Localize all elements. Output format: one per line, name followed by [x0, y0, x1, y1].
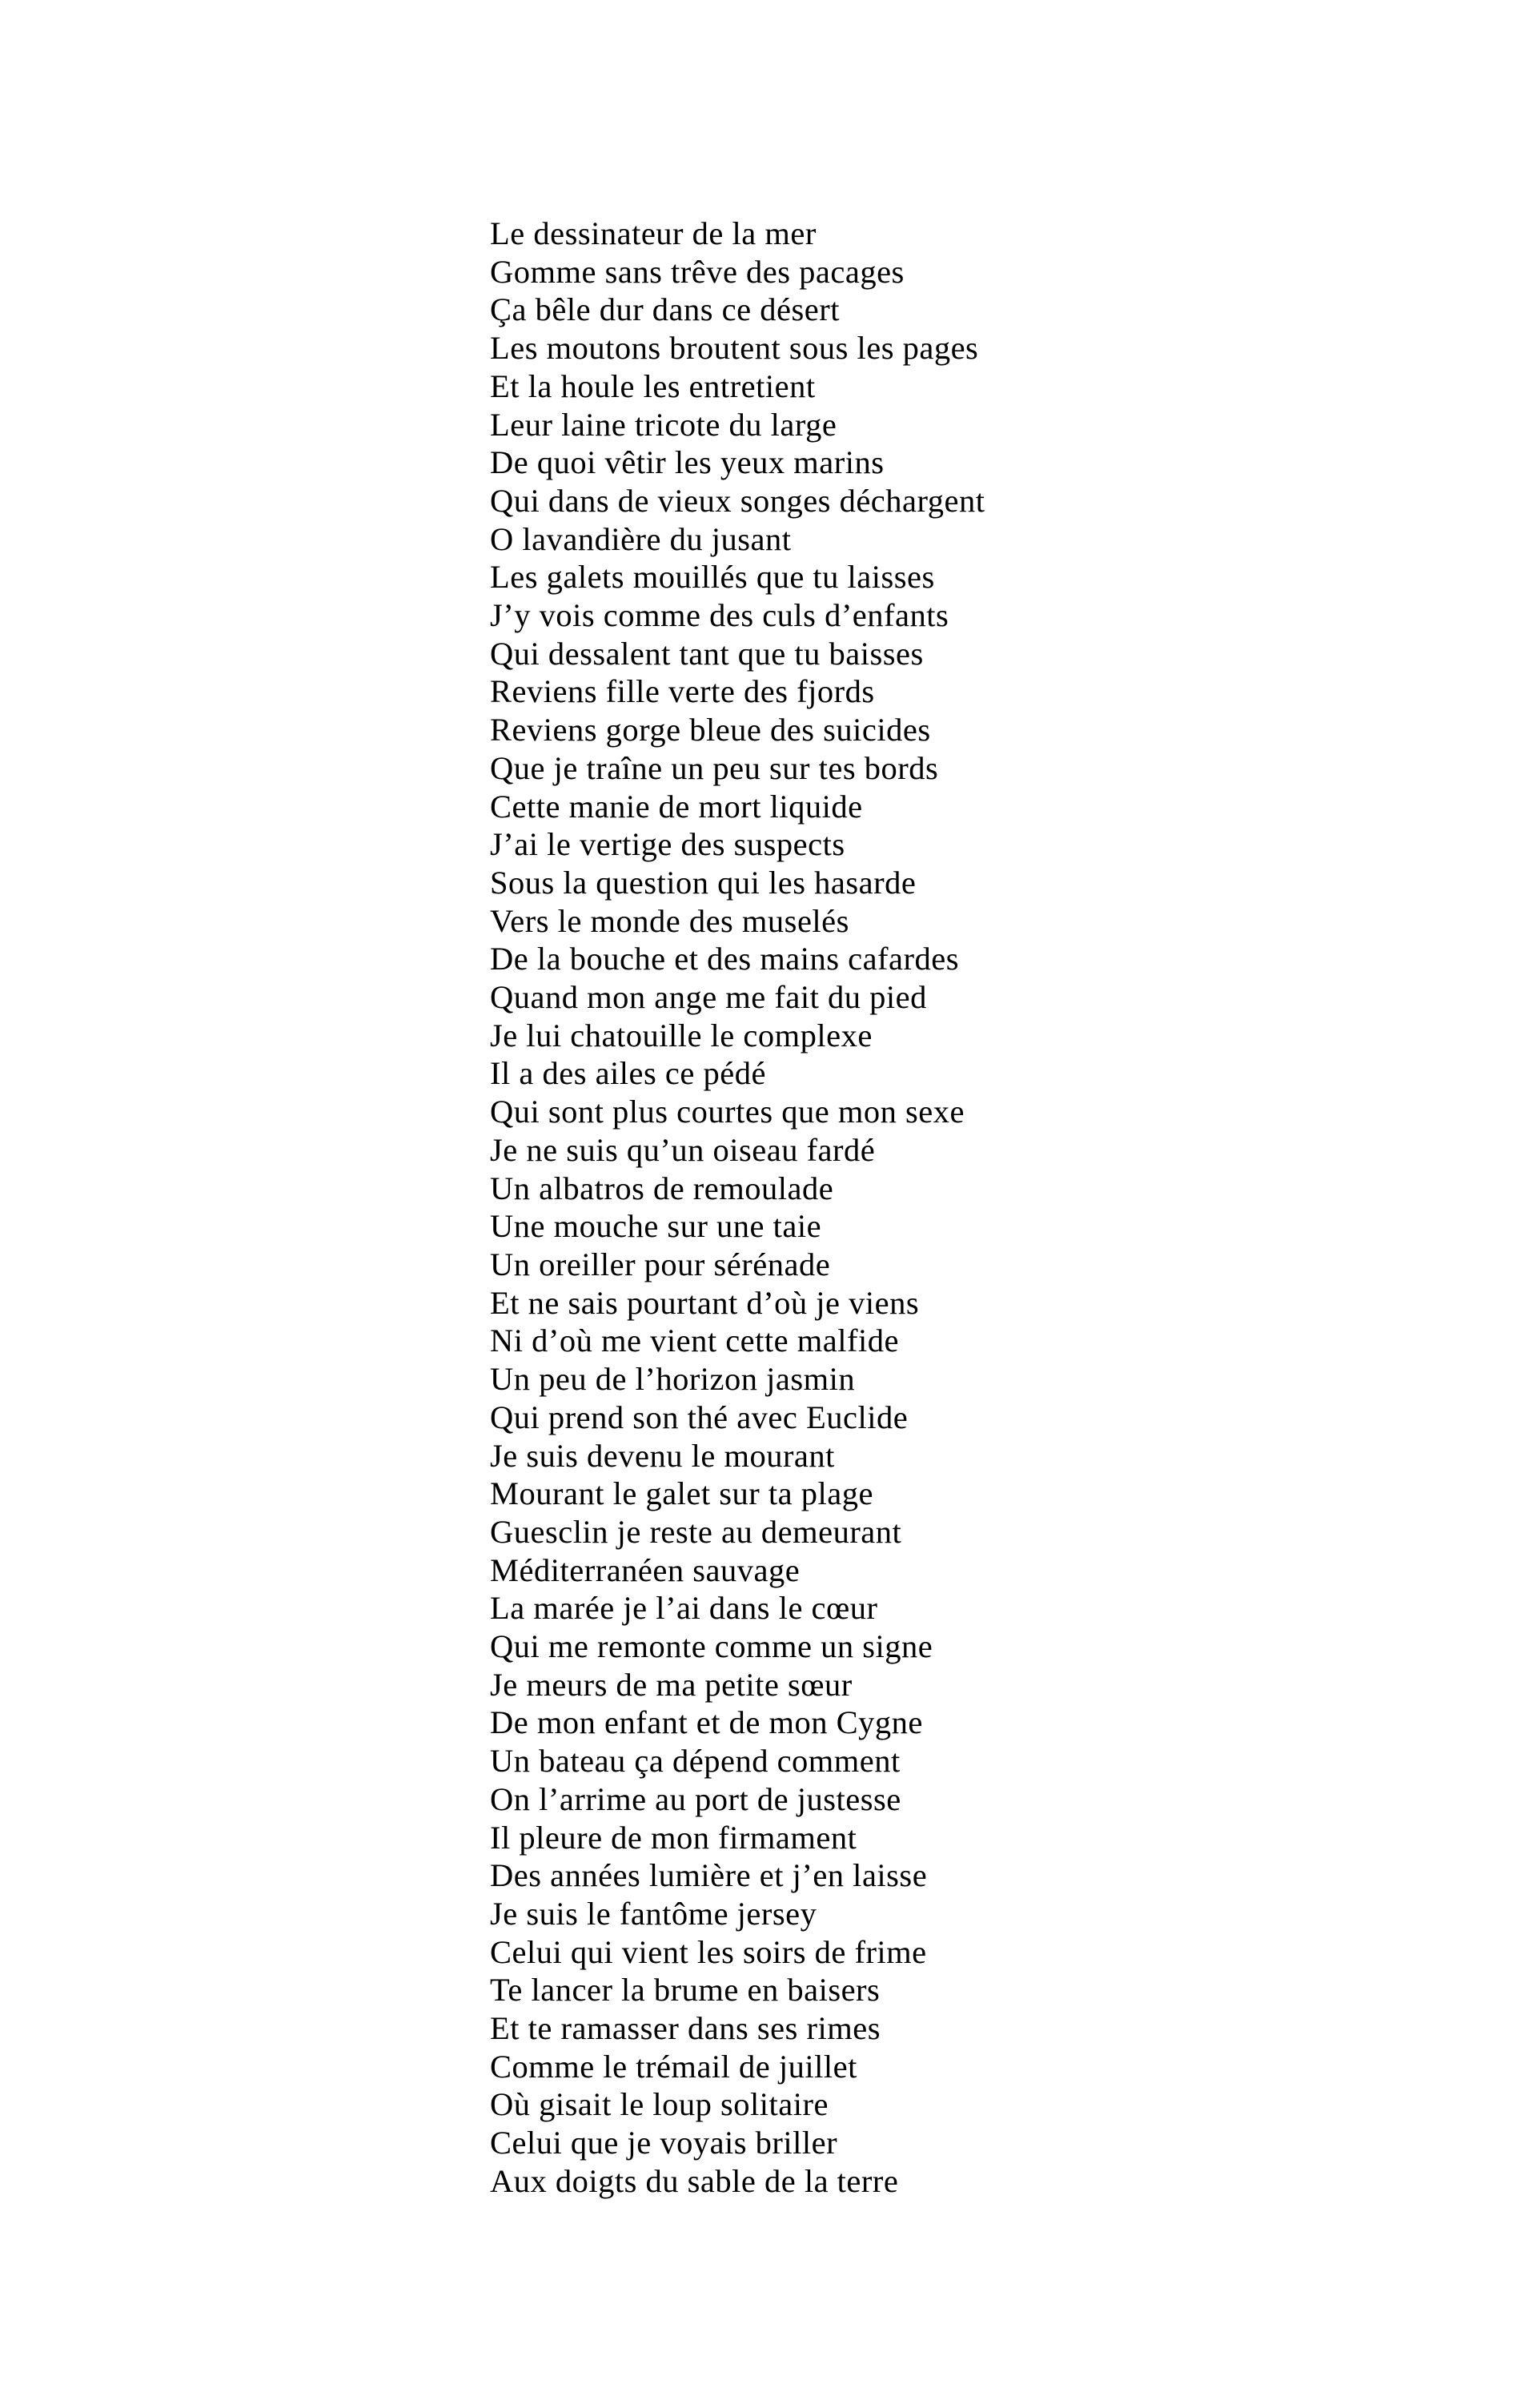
poem-line: Qui me remonte comme un signe	[490, 1628, 933, 1665]
poem-line: De quoi vêtir les yeux marins	[490, 444, 885, 481]
poem-line: La marée je l’ai dans le cœur	[490, 1590, 878, 1627]
poem-line: Gomme sans trêve des pacages	[490, 253, 905, 290]
poem-line: Je lui chatouille le complexe	[490, 1017, 873, 1054]
poem-line: Une mouche sur une taie	[490, 1208, 822, 1245]
poem-line: Un oreiller pour sérénade	[490, 1246, 831, 1282]
poem-line: Guesclin je reste au demeurant	[490, 1513, 902, 1550]
poem-text	[490, 215, 1370, 2201]
poem-line: Vers le monde des muselés	[490, 902, 849, 939]
poem-line: J’ai le vertige des suspects	[490, 826, 845, 863]
poem-line: Un peu de l’horizon jasmin	[490, 1361, 856, 1398]
poem-line: Te lancer la brume en baisers	[490, 1972, 881, 2009]
poem-line: Je suis devenu le mourant	[490, 1437, 835, 1474]
poem-line: Mourant le galet sur ta plage	[490, 1475, 873, 1512]
poem-line: Cette manie de mort liquide	[490, 788, 863, 825]
poem-line: Les moutons broutent sous les pages	[490, 330, 979, 367]
poem-line: Qui dessalent tant que tu baisses	[490, 635, 924, 672]
poem-line: Un bateau ça dépend comment	[490, 1743, 901, 1780]
poem-line: Méditerranéen sauvage	[490, 1551, 801, 1588]
poem-line: Leur laine tricote du large	[490, 406, 837, 443]
poem-line: Comme le trémail de juillet	[490, 2048, 857, 2085]
poem-line: Il pleure de mon firmament	[490, 1819, 857, 1856]
poem-line: De la bouche et des mains cafardes	[490, 941, 959, 977]
poem-line: Quand mon ange me fait du pied	[490, 979, 927, 1016]
poem-line: Il a des ailes ce pédé	[490, 1055, 766, 1092]
poem-line: On l’arrime au port de justesse	[490, 1780, 901, 1817]
poem-line: J’y vois comme des culs d’enfants	[490, 597, 949, 634]
poem-line: Celui qui vient les soirs de frime	[490, 1933, 927, 1970]
poem-line: Le dessinateur de la mer	[490, 215, 817, 251]
poem-line: Qui prend son thé avec Euclide	[490, 1399, 909, 1435]
poem-line: Celui que je voyais briller	[490, 2125, 838, 2161]
poem-line: Qui sont plus courtes que mon sexe	[490, 1094, 965, 1130]
poem-line: O lavandière du jusant	[490, 520, 792, 557]
poem-line: Je meurs de ma petite sœur	[490, 1666, 853, 1703]
poem-line: Je ne suis qu’un oiseau fardé	[490, 1131, 876, 1168]
poem-line: Et te ramasser dans ses rimes	[490, 2010, 881, 2047]
poem-line: Reviens fille verte des fjords	[490, 673, 875, 710]
poem-line: Et la houle les entretient	[490, 367, 816, 404]
poem-line: Sous la question qui les hasarde	[490, 864, 917, 901]
poem-line: Aux doigts du sable de la terre	[490, 2162, 899, 2199]
poem-line: Des années lumière et j’en laisse	[490, 1857, 928, 1894]
poem-line: Un albatros de remoulade	[490, 1170, 834, 1206]
poem-line: Ni d’où me vient cette malfide	[490, 1322, 899, 1359]
poem-line: Ça bêle dur dans ce désert	[490, 291, 840, 328]
poem-line: Où gisait le loup solitaire	[490, 2086, 829, 2123]
poem-line: Et ne sais pourtant d’où je viens	[490, 1284, 920, 1321]
poem-line: Je suis le fantôme jersey	[490, 1895, 817, 1932]
poem-line: Que je traîne un peu sur tes bords	[490, 749, 939, 786]
poem-line: Qui dans de vieux songes déchargent	[490, 482, 985, 519]
poem-line: Les galets mouillés que tu laisses	[490, 559, 935, 596]
poem-line: De mon enfant et de mon Cygne	[490, 1704, 923, 1741]
poem-line: Reviens gorge bleue des suicides	[490, 712, 931, 748]
